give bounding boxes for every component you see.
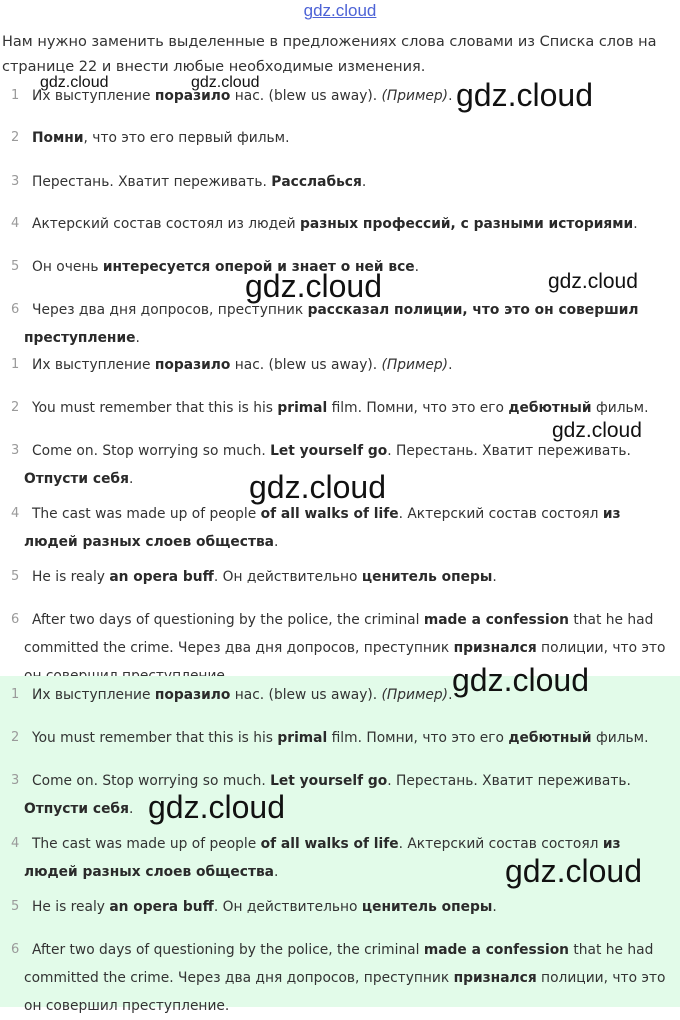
item-text bbox=[24, 394, 674, 422]
text-fragment: . Перестань. Хватит переживать. bbox=[387, 773, 631, 789]
text-fragment: . bbox=[274, 534, 279, 550]
highlighted-phrase: ценитель оперы bbox=[361, 899, 493, 915]
item-text bbox=[24, 500, 674, 556]
watermark: gdz.cloud bbox=[245, 268, 382, 304]
text-fragment: . bbox=[361, 174, 367, 190]
watermark: gdz.cloud bbox=[249, 469, 386, 505]
highlighted-phrase: поразило bbox=[154, 88, 231, 104]
watermark: gdz.cloud bbox=[505, 853, 642, 889]
item-number: 6 bbox=[11, 942, 20, 957]
item-number: 2 bbox=[11, 130, 20, 145]
highlighted-phrase: primal bbox=[277, 400, 328, 416]
highlighted-phrase: made a confession bbox=[423, 942, 569, 958]
highlighted-phrase: of all walks of life bbox=[260, 506, 399, 522]
text-fragment: Актерский состав состоял из людей bbox=[32, 216, 301, 232]
text-fragment: . bbox=[492, 569, 497, 585]
text-fragment: . bbox=[414, 259, 420, 275]
highlighted-phrase: Отпусти себя bbox=[24, 471, 129, 487]
site-logo-link[interactable]: gdz.cloud bbox=[303, 1, 377, 20]
answer-list-highlighted bbox=[0, 676, 680, 1014]
highlighted-phrase: признался bbox=[453, 640, 537, 656]
text-fragment: . bbox=[128, 801, 134, 817]
text-fragment: . bbox=[492, 899, 497, 915]
text-fragment: You must remember that this is his bbox=[32, 730, 278, 746]
item-number: 5 bbox=[11, 259, 20, 274]
item-number: 1 bbox=[11, 687, 20, 702]
text-fragment: Он очень bbox=[32, 259, 103, 275]
highlighted-phrase: дебютный bbox=[508, 730, 592, 746]
text-fragment: Come on. Stop worrying so much. bbox=[32, 773, 271, 789]
highlighted-phrase: интересуется оперой и знает о ней все bbox=[102, 259, 415, 275]
highlighted-phrase: of all walks of life bbox=[260, 836, 399, 852]
text-fragment: . bbox=[633, 216, 638, 232]
item-number: 4 bbox=[11, 506, 20, 521]
text-fragment: He is realy bbox=[32, 569, 110, 585]
text-fragment: Их выступление bbox=[32, 88, 155, 104]
item-number: 1 bbox=[11, 88, 20, 103]
text-fragment: полиции, что это bbox=[541, 640, 666, 656]
highlighted-phrase: из людей разных слоев общества bbox=[24, 836, 621, 880]
highlighted-phrase: Let yourself go bbox=[270, 773, 388, 789]
highlighted-phrase: из людей разных слоев общества bbox=[24, 506, 621, 550]
text-fragment: film. Помни, что это его bbox=[327, 400, 509, 416]
item-number: 4 bbox=[11, 836, 20, 851]
item-number: 6 bbox=[11, 302, 20, 317]
text-fragment: . Актерский состав состоял bbox=[398, 836, 603, 852]
item-text bbox=[24, 563, 674, 591]
highlighted-phrase: primal bbox=[277, 730, 328, 746]
item-number: 3 bbox=[11, 773, 20, 788]
example-note: (Пример) bbox=[381, 88, 449, 104]
highlighted-phrase: признался bbox=[453, 970, 537, 986]
text-fragment: . bbox=[448, 88, 453, 104]
example-note: (Пример) bbox=[381, 357, 449, 373]
highlighted-phrase: поразило bbox=[154, 687, 231, 703]
text-fragment: . bbox=[448, 357, 453, 373]
item-text bbox=[24, 893, 674, 921]
example-note: (Пример) bbox=[381, 687, 449, 703]
text-fragment: нас. (blew us away). bbox=[230, 88, 382, 104]
highlighted-phrase: an opera buff bbox=[109, 899, 214, 915]
highlighted-phrase: Помни bbox=[32, 130, 84, 146]
text-fragment: The cast was made up of people bbox=[32, 836, 261, 852]
highlighted-phrase: разных профессий, с разными историями bbox=[300, 216, 634, 232]
item-number: 2 bbox=[11, 400, 20, 415]
item-text bbox=[24, 210, 674, 238]
item-number: 5 bbox=[11, 899, 20, 914]
watermark: gdz.cloud bbox=[456, 77, 593, 113]
text-fragment: полиции, что это он совершил преступление. bbox=[24, 970, 666, 1014]
item-number: 4 bbox=[11, 216, 20, 231]
text-fragment: . Он действительно bbox=[213, 569, 362, 585]
text-fragment: нас. (blew us away). bbox=[230, 357, 382, 373]
text-fragment: нас. (blew us away). bbox=[230, 687, 382, 703]
text-fragment: фильм. bbox=[591, 400, 649, 416]
text-fragment: Их выступление bbox=[32, 357, 155, 373]
highlighted-phrase: made a confession bbox=[423, 612, 569, 628]
highlighted-phrase: дебютный bbox=[508, 400, 592, 416]
item-text bbox=[24, 724, 674, 752]
text-fragment: фильм. bbox=[591, 730, 649, 746]
text-fragment: . Актерский состав состоял bbox=[398, 506, 603, 522]
text-fragment: film. Помни, что это его bbox=[327, 730, 509, 746]
item-text bbox=[24, 124, 674, 152]
item-number: 3 bbox=[11, 174, 20, 189]
watermark: gdz.cloud bbox=[148, 789, 285, 825]
highlighted-phrase: Расслабься bbox=[271, 174, 362, 190]
highlighted-phrase: Let yourself go bbox=[270, 443, 388, 459]
highlighted-phrase: ценитель оперы bbox=[361, 569, 493, 585]
item-text bbox=[24, 767, 674, 823]
text-fragment: Через два дня допросов, преступник bbox=[32, 302, 308, 318]
highlighted-phrase: Отпусти себя bbox=[24, 801, 129, 817]
highlighted-phrase: an opera buff bbox=[109, 569, 214, 585]
item-number: 5 bbox=[11, 569, 20, 584]
text-fragment: . Он действительно bbox=[213, 899, 362, 915]
text-fragment: He is realy bbox=[32, 899, 110, 915]
text-fragment: . Перестань. Хватит переживать. bbox=[387, 443, 631, 459]
watermark: gdz.cloud bbox=[548, 270, 638, 293]
text-fragment: , что это его первый фильм. bbox=[83, 130, 290, 146]
item-number: 2 bbox=[11, 730, 20, 745]
text-fragment: After two days of questioning by the police, the criminal bbox=[32, 612, 424, 628]
item-text bbox=[24, 168, 674, 196]
text-fragment: After two days of questioning by the police, the criminal bbox=[32, 942, 424, 958]
watermark: gdz.cloud bbox=[40, 74, 109, 91]
item-number: 1 bbox=[11, 357, 20, 372]
text-fragment: that he had committed the crime. Через два дня допросов, преступник bbox=[24, 612, 654, 656]
item-text bbox=[24, 936, 674, 1020]
text-fragment: The cast was made up of people bbox=[32, 506, 261, 522]
highlighted-phrase: рассказал полиции, что это он совершил преступление bbox=[24, 302, 639, 346]
watermark: gdz.cloud bbox=[452, 662, 589, 698]
text-fragment: that he had committed the crime. Через два дня допросов, преступник bbox=[24, 942, 654, 986]
highlighted-phrase: поразило bbox=[154, 357, 231, 373]
watermark: gdz.cloud bbox=[191, 74, 260, 91]
text-fragment: You must remember that this is his bbox=[32, 400, 278, 416]
text-fragment: . bbox=[448, 687, 453, 703]
text-fragment: . bbox=[135, 330, 140, 346]
text-fragment: . bbox=[128, 471, 134, 487]
text-fragment: Come on. Stop worrying so much. bbox=[32, 443, 271, 459]
text-fragment: . bbox=[274, 864, 279, 880]
watermark: gdz.cloud bbox=[552, 419, 642, 442]
item-number: 3 bbox=[11, 443, 20, 458]
text-fragment: Их выступление bbox=[32, 687, 155, 703]
text-fragment: Перестань. Хватит переживать. bbox=[32, 174, 272, 190]
task-instructions: Нам нужно заменить выделенные в предложениях слова словами из Списка слов на странице 22 и внести любые необходимые изменения. bbox=[2, 34, 657, 75]
item-number: 6 bbox=[11, 612, 20, 627]
item-text bbox=[24, 351, 674, 379]
